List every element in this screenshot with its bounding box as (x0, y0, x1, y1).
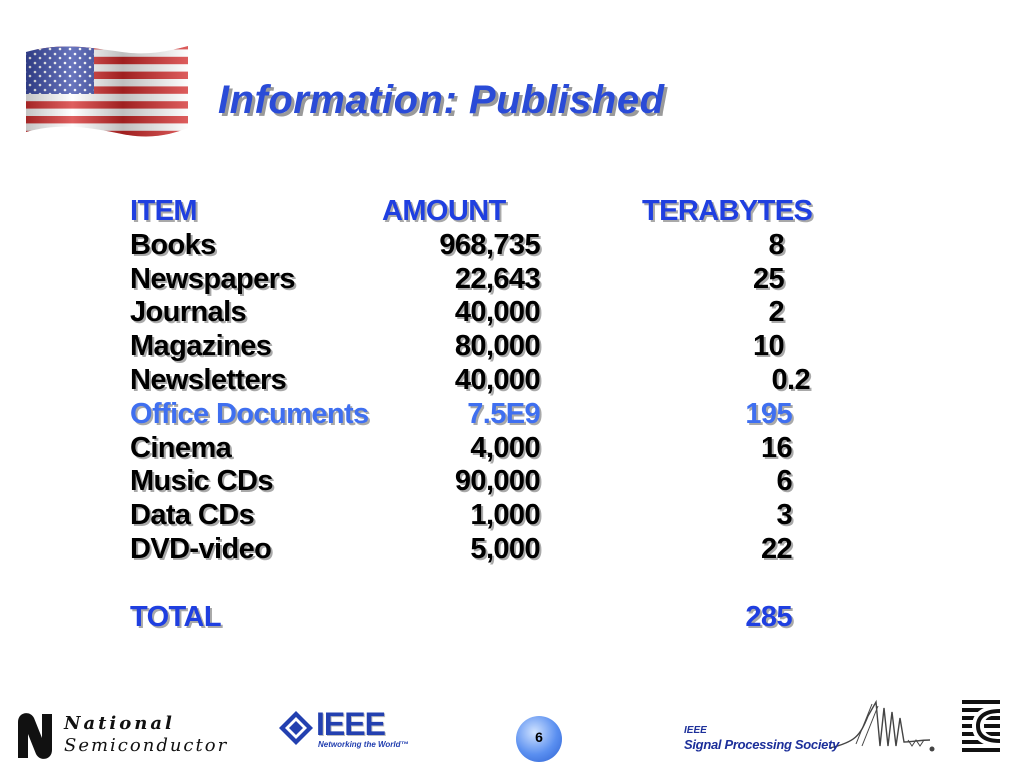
table-row (130, 296, 850, 330)
row-amount: 40,000 (454, 363, 540, 396)
national-semiconductor-logo (12, 708, 229, 764)
row-terabytes: 6 (776, 465, 792, 498)
row-amount: 22,643 (454, 262, 540, 295)
row-terabytes: 16 (760, 431, 792, 464)
ieee-diamond-icon (278, 710, 314, 746)
row-terabytes: 2 (768, 296, 784, 329)
table-row (130, 432, 850, 466)
national-semiconductor-mark-icon (12, 708, 58, 764)
ieee-tagline: Networking the World™ (318, 740, 409, 749)
row-terabytes: 0.2 (771, 363, 810, 396)
row-amount: 80,000 (454, 330, 540, 363)
data-table (130, 195, 850, 635)
header-item: ITEM (130, 195, 197, 227)
row-item: DVD-video (130, 532, 272, 565)
table-row-highlight (130, 398, 850, 432)
table-header-row (130, 195, 850, 229)
table-row (130, 263, 850, 297)
semiconductor-text: Semiconductor (64, 735, 229, 756)
row-item: Newspapers (130, 262, 295, 295)
ieee-logo (278, 706, 428, 756)
row-amount: 40,000 (454, 296, 540, 329)
corner-logo (960, 697, 1002, 755)
row-terabytes: 22 (760, 532, 792, 565)
row-terabytes: 195 (745, 397, 792, 430)
row-terabytes: 25 (752, 262, 784, 295)
signal-processing-society-logo (680, 696, 942, 758)
row-terabytes: 3 (776, 499, 792, 532)
row-terabytes: 10 (752, 330, 784, 363)
header-terabytes: TERABYTES (642, 195, 813, 227)
table-row (130, 499, 850, 533)
row-item: Data CDs (130, 499, 255, 532)
table-row (130, 229, 850, 263)
table-total-row (130, 601, 850, 635)
row-item: Magazines (130, 330, 272, 363)
table-row (130, 465, 850, 499)
row-amount: 7.5E9 (467, 397, 540, 430)
us-flag-icon (22, 42, 190, 138)
row-terabytes: 8 (768, 228, 784, 261)
row-amount: 5,000 (470, 532, 540, 565)
table-row (130, 330, 850, 364)
total-label: TOTAL (130, 600, 221, 633)
row-item: Cinema (130, 431, 232, 464)
ieee-wordmark: IEEE (316, 706, 385, 742)
header-amount: AMOUNT (382, 195, 506, 227)
row-amount: 1,000 (470, 499, 540, 532)
row-item: Books (130, 228, 216, 261)
row-amount: 968,735 (439, 228, 540, 261)
page-number-badge (516, 716, 562, 762)
table-spacer (130, 567, 850, 601)
sps-ieee-text: IEEE (684, 725, 707, 736)
row-item: Music CDs (130, 465, 273, 498)
page-number: 6 (535, 729, 543, 745)
row-amount: 90,000 (454, 465, 540, 498)
slide-title: Information: Published (218, 78, 665, 122)
row-item: Newsletters (130, 363, 287, 396)
table-row (130, 364, 850, 398)
row-amount: 4,000 (470, 431, 540, 464)
total-terabytes: 285 (745, 600, 792, 633)
row-item: Journals (130, 296, 247, 329)
sps-name-text: Signal Processing Society (684, 737, 840, 752)
table-row (130, 533, 850, 567)
national-text: National (64, 713, 175, 734)
row-item: Office Documents (130, 397, 369, 430)
